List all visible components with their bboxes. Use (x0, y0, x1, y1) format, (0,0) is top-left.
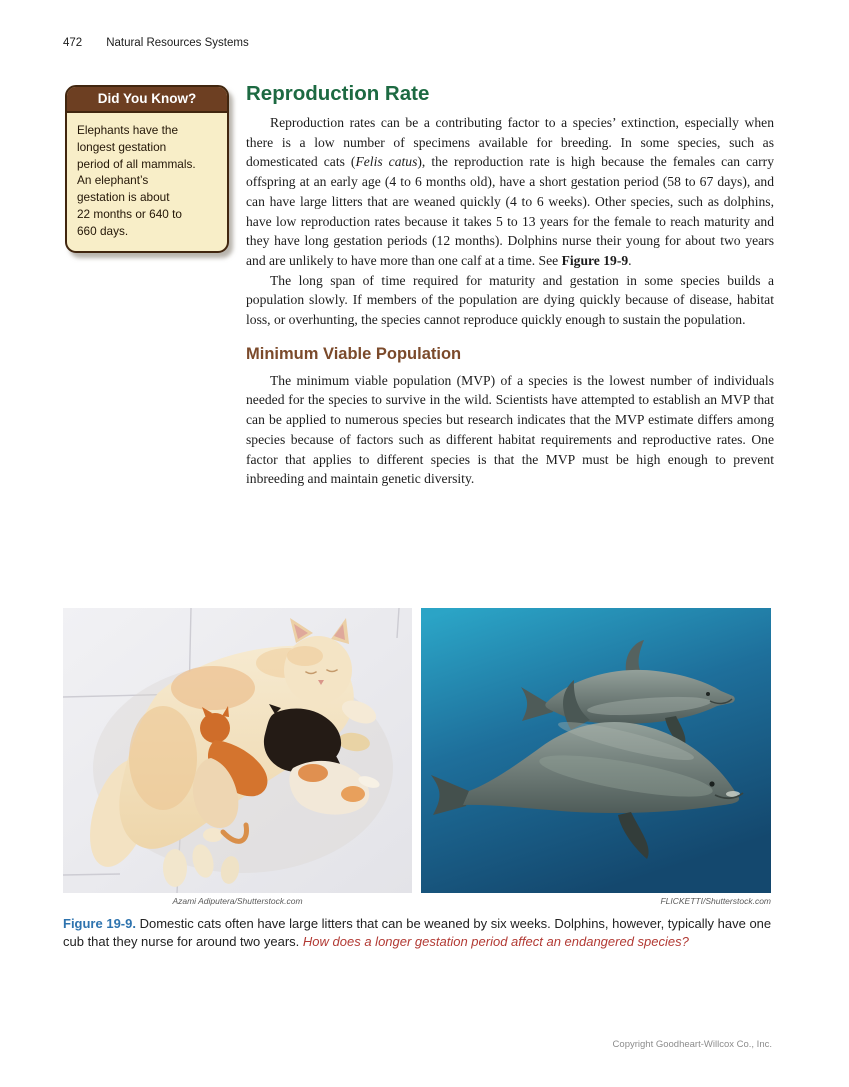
photo-credit-left: Azami Adiputera/Shutterstock.com (172, 896, 303, 906)
main-text-column (246, 82, 774, 489)
text-run: Reproduction rates can be a contributing factor to a species’ extinction, especially when there is a low number of specimens available for breeding. In some species, such as domesticated cats ( (246, 115, 774, 170)
copyright-notice: Copyright Goodheart-Willcox Co., Inc. (612, 1039, 772, 1050)
figure-photos (63, 608, 772, 893)
running-head-title: Natural Resources Systems (106, 37, 249, 49)
did-you-know-box (65, 85, 229, 253)
cats-photo-illustration (63, 608, 412, 893)
photo-credits (63, 896, 772, 906)
did-you-know-line: Elephants have the (77, 123, 179, 137)
section-heading-minimum-viable-population: Minimum Viable Population (246, 344, 462, 363)
species-latin-name: Felis catus (355, 154, 418, 170)
did-you-know-line: 660 days. (77, 223, 129, 238)
paragraph-mvp-1: The minimum viable population (MVP) of a species is the lowest number of individuals needed for the species to survive in the wild. Scientists have attempted to establish an MVP that can be applied to numerous species but research indicates that the MVP estimate differs among species because of factors such as different habitat requirements and reproductive rates. One factor that applies to different species is that the MVP must be high enough to prevent inbreeding and maintain genetic diversity. (246, 372, 774, 487)
did-you-know-line: period of all mammals. (77, 156, 196, 171)
section-heading-reproduction-rate: Reproduction Rate (246, 82, 430, 105)
figure-caption-label: Figure 19-9. (63, 916, 136, 931)
did-you-know-line: 22 months or 640 to (77, 206, 182, 221)
figure-caption-question: How does a longer gestation period affect an endangered species? (302, 933, 689, 949)
dolphins-photo (421, 608, 771, 893)
running-head (63, 37, 249, 49)
did-you-know-line: longest gestation (77, 139, 167, 154)
page-number: 472 (63, 37, 83, 49)
did-you-know-title: Did You Know? (67, 87, 227, 113)
text-run: . (628, 252, 632, 268)
did-you-know-body (67, 113, 227, 251)
dolphins-photo-illustration (421, 608, 771, 893)
figure-caption (63, 915, 772, 951)
figure-19-9 (63, 608, 772, 951)
text-run: ), the reproduction rate is high because the females can carry offspring at an early age (4 to 6 months old), have a short gestation period (58 to 67 days), and can have large litters that are weaned quickly (4 to 6 weeks). Other species, such as dolphins, have low reproduction rates because it takes 5 to 13 years for the female to reach maturity and they have long gestation periods (12 months). Dolphins nurse their young for about two years and are unlikely to have more than one calf at a time. See (246, 154, 774, 268)
paragraph-reproduction-2: The long span of time required for maturity and gestation in some species builds a population slowly. If members of the population are dying quickly because of disease, habitat loss, or overhunting, the species cannot reproduce quickly enough to sustain the population. (246, 272, 774, 328)
figure-reference: Figure 19-9 (561, 252, 629, 268)
did-you-know-line: gestation is about (77, 190, 170, 204)
photo-credit-right: FLICKETTI/Shutterstock.com (660, 896, 771, 906)
figure-caption-text: Domestic cats often have large litters that can be weaned by six weeks. Dolphins, however, typically have one cub that they nurse for around two years. (63, 916, 772, 949)
cats-photo (63, 608, 412, 893)
paragraph-reproduction-1 (246, 113, 774, 271)
did-you-know-line: An elephant’s (77, 173, 149, 188)
